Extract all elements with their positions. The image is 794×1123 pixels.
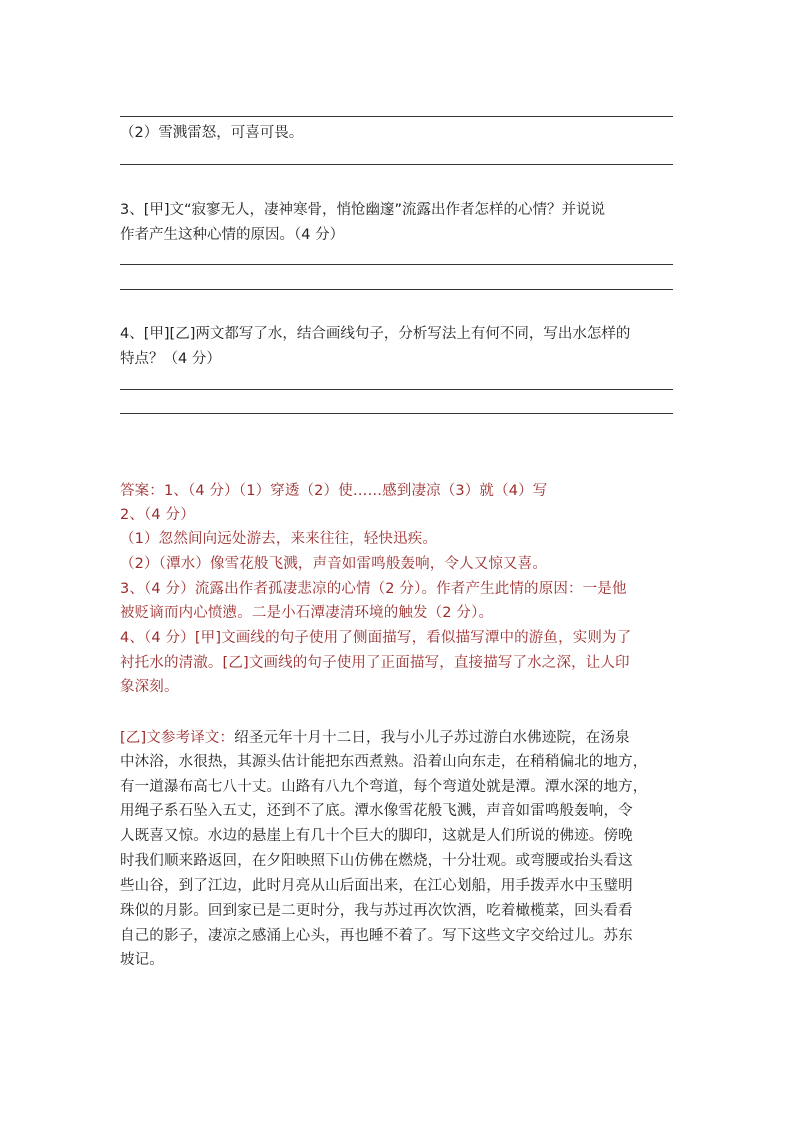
document-page xyxy=(120,0,673,1123)
translation-line-8: 珠似的月影。回到家已是二更时分，我与苏过再次饮酒，吃着橄榄菜，回头看看 xyxy=(120,903,633,919)
translation-line-1-text: 绍圣元年十月十二日，我与小儿子苏过游白水佛迹院，在汤泉 xyxy=(234,730,630,746)
answer-4-line-2: 衬托水的清澈。[乙]文画线的句子使用了正面描写，直接描写了水之深，让人印 xyxy=(120,655,630,671)
answer-line xyxy=(120,116,673,117)
answer-4-line-1: 4、（4 分）[甲]文画线的句子使用了侧面描写，看似描写潭中的游鱼，实则为了 xyxy=(120,630,632,646)
translation-line-4: 用绳子系石坠入五丈，还到不了底。潭水像雪花般飞溅，声音如雷鸣般轰响，令 xyxy=(120,803,633,819)
question-2-part-2: （2）雪溅雷怒，可喜可畏。 xyxy=(120,125,304,141)
translation-line-6: 时我们顺来路返回，在夕阳映照下山仿佛在燃烧，十分壮观。或弯腰或抬头看这 xyxy=(120,853,633,869)
translation-tag: [乙]文参考译文： xyxy=(120,730,235,746)
question-3-line-2: 作者产生这种心情的原因。（4 分） xyxy=(120,227,345,243)
translation-line-5: 人既喜又惊。水边的悬崖上有几十个巨大的脚印，这就是人们所说的佛迹。傍晚 xyxy=(120,828,633,844)
answer-line xyxy=(120,413,673,414)
answer-line xyxy=(120,289,673,290)
answer-3-line-1: 3、（4 分）流露出作者孤凄悲凉的心情（2 分）。作者产生此情的原因：一是他 xyxy=(120,581,627,597)
answer-3-line-2: 被贬谪而内心愤懑。二是小石潭凄清环境的触发（2 分）。 xyxy=(120,605,494,621)
question-4-line-1: 4、[甲][乙]两文都写了水，结合画线句子，分析写法上有何不同，写出水怎样的 xyxy=(120,326,631,342)
answer-1: 答案：1、（4 分）（1）穿透（2）使……感到凄凉（3）就（4）写 xyxy=(120,483,548,499)
answer-2-heading: 2、（4 分） xyxy=(120,507,195,523)
question-4-line-2: 特点？（4 分） xyxy=(120,351,221,367)
answer-4-line-3: 象深刻。 xyxy=(120,679,179,695)
translation-line-2: 中沐浴，水很热，其源头估计能把东西煮熟。沿着山向东走，在稍稍偏北的地方， xyxy=(120,754,648,770)
answer-line xyxy=(120,164,673,165)
answer-line xyxy=(120,389,673,390)
translation-line-10: 坡记。 xyxy=(120,952,164,968)
translation-line-9: 自己的影子，凄凉之感涌上心头，再也睡不着了。写下这些文字交给过儿。苏东 xyxy=(120,928,633,944)
translation-line-3: 有一道瀑布高七八十丈。山路有八九个弯道，每个弯道处就是潭。潭水深的地方， xyxy=(120,779,648,795)
translation-line-7: 些山谷，到了江边，此时月亮从山后面出来，在江心划船，用手拨弄水中玉璧明 xyxy=(120,878,633,894)
question-3-line-1: 3、[甲]文“寂寥无人，凄神寒骨，悄怆幽邃”流露出作者怎样的心情？并说说 xyxy=(120,202,606,218)
answer-line xyxy=(120,264,673,265)
translation-line-1 xyxy=(120,728,673,748)
answer-2-part-2: （2）（潭水）像雪花般飞溅，声音如雷鸣般轰响，令人又惊又喜。 xyxy=(120,556,547,572)
answer-2-part-1: （1）忽然间向远处游去，来来往往，轻快迅疾。 xyxy=(120,531,438,547)
